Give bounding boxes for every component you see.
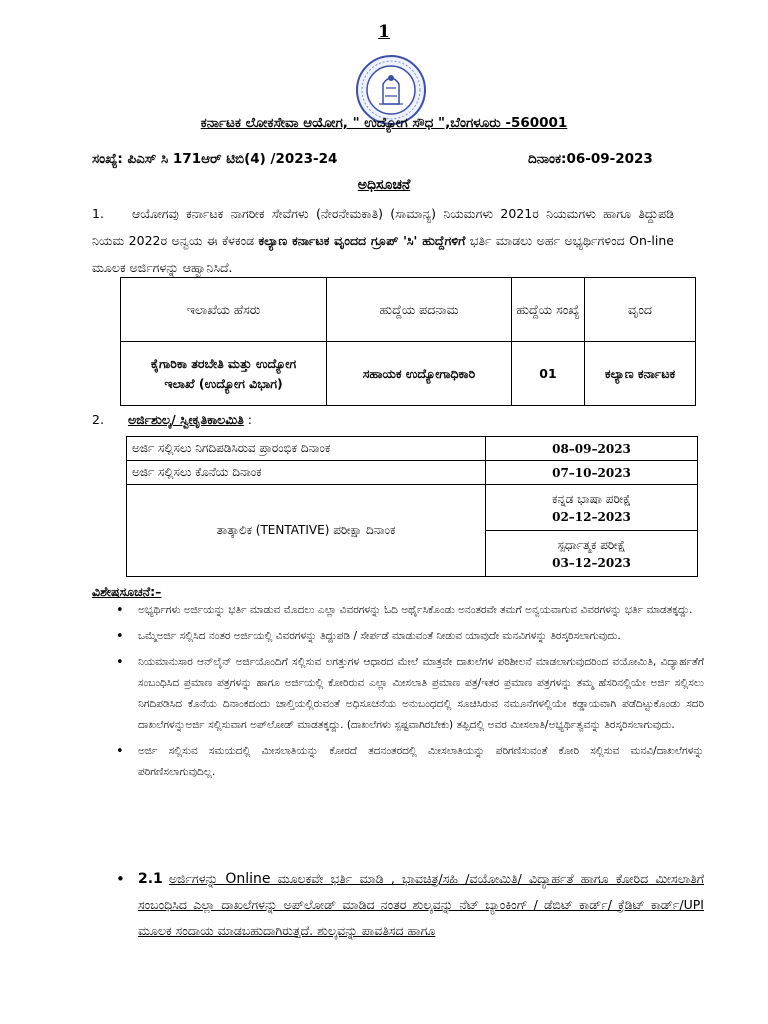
note-item-1: • ಅಭ್ಯರ್ಥಿಗಳು ಅರ್ಜಿಯನ್ನು ಭರ್ತಿ ಮಾಡುವ ಮೊದಲು ಎಲ್ಲಾ ವಿವರಗಳನ್ನು ಓದಿ ಅರ್ಥೈಸಿಕೊಂಡು ಅನಂತರವೇ ತಮಗೆ ಅನ್ವಯವಾಗುವ ವಿವರಗಳನ್ನು ಭರ್ತಿ ಮಾಡತಕ್ಕದ್ದು. <box>108 600 704 621</box>
section-2-heading <box>92 412 252 428</box>
start-date-value: 08–09–2023 <box>486 437 698 461</box>
posts-cell-count: 01 <box>512 342 585 406</box>
special-notes-list <box>108 600 704 788</box>
posts-cell-cadre: ಕಲ್ಯಾಣ ಕರ್ನಾಟಕ <box>585 342 696 406</box>
page-number: 1 <box>378 22 390 42</box>
section-2-number: 2. <box>92 412 104 427</box>
posts-cell-department: ಕೈಗಾರಿಕಾ ತರಬೇತಿ ಮತ್ತು ಉದ್ಯೋಗ ಇಲಾಖೆ (ಉದ್ಯೋಗ ವಿಭಾಗ) <box>121 342 327 406</box>
paragraph-2-1-text-1: ಅರ್ಜಿಗಳನ್ನು <box>168 871 226 886</box>
notification-date: ದಿನಾಂಕ:06-09-2023 <box>528 151 653 167</box>
notification-title: ಅಧಿಸೂಚನೆ <box>357 177 411 193</box>
intro-number: 1. <box>92 206 104 221</box>
competitive-exam-cell <box>486 531 698 577</box>
dates-table <box>126 436 698 577</box>
paragraph-2-1 <box>108 866 704 944</box>
exam-date-label: ತಾತ್ಕಾಲಿಕ (TENTATIVE) ಪರೀಕ್ಷಾ ದಿನಾಂಕ <box>127 485 486 577</box>
paragraph-2-1-number: 2.1 <box>138 871 163 887</box>
kannada-exam-cell <box>486 485 698 531</box>
intro-paragraph <box>92 200 674 281</box>
competitive-exam-date: 03–12–2023 <box>552 555 631 570</box>
competitive-exam-label: ಸ್ಪರ್ಧಾತ್ಮಕ ಪರೀಕ್ಷೆ <box>557 537 626 552</box>
paragraph-2-1-online: Online <box>225 871 271 887</box>
section-2-colon: : <box>243 412 252 427</box>
start-date-label: ಅರ್ಜಿ ಸಲ್ಲಿಸಲು ನಿಗದಿಪಡಿಸಿರುವ ಪ್ರಾರಂಭಿಕ ದಿನಾಂಕ <box>127 437 486 461</box>
posts-header-post: ಹುದ್ದೆಯ ಪದನಾಮ <box>327 278 512 342</box>
note-item-4: • ಅರ್ಜಿ ಸಲ್ಲಿಸುವ ಸಮಯದಲ್ಲಿ ಮೀಸಲಾತಿಯನ್ನು ಕೋರದೆ ತದನಂತರದಲ್ಲಿ ಮೀಸಲಾತಿಯನ್ನು ಪರಿಗಣಿಸುವಂತೆ ಕೋರಿ ಸಲ್ಲಿಸುವ ಮನವಿ/ದಾಖಲೆಗಳನ್ನು ಪರಿಗಣಿಸಲಾಗುವುದಿಲ್ಲ. <box>108 741 704 783</box>
special-notes-title: ವಿಶೇಷಸೂಚನೆ:– <box>92 584 162 599</box>
reference-number: ಸಂಖ್ಯೆ: ಪಿಎಸ್ ಸಿ 171ಆರ್ ಟಿಬಿ(4) /2023-24 <box>92 151 338 167</box>
end-date-label: ಅರ್ಜಿ ಸಲ್ಲಿಸಲು ಕೊನೆಯ ದಿನಾಂಕ <box>127 461 486 485</box>
posts-table <box>120 277 696 406</box>
kannada-exam-label: ಕನ್ನಡ ಭಾಷಾ ಪರೀಕ್ಷೆ <box>551 491 632 506</box>
posts-cell-post: ಸಹಾಯಕ ಉದ್ಯೋಗಾಧಿಕಾರಿ <box>327 342 512 406</box>
intro-text-1: ಆಯೋಗವು ಕರ್ನಾಟಕ ನಾಗರೀಕ ಸೇವೆಗಳು (ನೇರನೇಮಕಾತಿ) (ಸಾಮಾನ್ಯ) ನಿಯಮಗಳು 2021ರ ನಿಯಮಗಳು ಹಾಗೂ ತಿದ್ದುಪಡಿ ನಿಯಮ 2022ರ ಅನ್ವಯ ಈ ಕೆಳಕಂಡ <box>92 206 674 248</box>
end-date-value: 07–10–2023 <box>486 461 698 485</box>
note-item-3: • ನಿಯಮಾನುಸಾರ ಆನ್‌ಲೈನ್ ಅರ್ಜಿಯೊಂದಿಗೆ ಸಲ್ಲಿಸುವ ಲಗತ್ತುಗಳ ಆಧಾರದ ಮೇಲೆ ಮಾತ್ರವೇ ದಾಖಲೆಗಳ ಪರಿಶೀಲನೆ ಮಾಡಲಾಗುವುದರಿಂದ ವಯೋಮಿತಿ, ವಿದ್ಯಾರ್ಹತೆಗೆ ಸಂಬಂಧಿಸಿದ ಪ್ರಮಾಣ ಪತ್ರಗಳನ್ನು ಹಾಗೂ ಅರ್ಜಿಯಲ್ಲಿ ಕೋರಿರುವ ಎಲ್ಲಾ ಮೀಸಲಾತಿ ಪ್ರಮಾಣ ಪತ್ರ/ಇತರ ಪ್ರಮಾಣ ಪತ್ರಗಳನ್ನು ತಮ್ಮ ಹೆಸರಿನಲ್ಲಿಯೇ ಅರ್ಜಿ ಸಲ್ಲಿಸಲು ನಿಗದಿಪಡಿಸಿದ ಕೊನೆಯ ದಿನಾಂಕದಂದು ಚಾಲ್ತಿಯಲ್ಲಿರುವಂತೆ ಅಧಿಸೂಚನೆಯ ಅನುಬಂಧದಲ್ಲಿ ಸೂಚಿಸಿರುವ ನಮೂನೆಗಳಲ್ಲಿಯೇ ಕಡ್ಡಾಯವಾಗಿ ಪಡೆದಿಟ್ಟುಕೊಂಡು ಸದರಿ ದಾಖಲೆಗಳನ್ನುಅರ್ಜಿ ಸಲ್ಲಿಸುವಾಗ ಅಪ್‌ಲೋಡ್ ಮಾಡತಕ್ಕದ್ದು. (ದಾಖಲೆಗಳು ಸ್ಪಷ್ಟವಾಗಿರಬೇಕು) ತಪ್ಪಿದಲ್ಲಿ ಅವರ ಮೀಸಲಾತಿ/ಅಭ್ಯರ್ಥಿತ್ವವನ್ನು ತಿರಸ್ಕರಿಸಲಾಗುವುದು. <box>108 652 704 736</box>
posts-header-count: ಹುದ್ದೆಯ ಸಂಖ್ಯೆ <box>512 278 585 342</box>
intro-text-2: ಭರ್ತಿ ಮಾಡಲು ಅರ್ಹ ಅಭ್ಯರ್ಥಿಗಳಿಂದ On-line ಮೂಲಕ ಅರ್ಜಿಗಳನ್ನು ಆಹ್ವಾನಿಸಿದೆ. <box>92 233 674 275</box>
posts-header-department: ಇಲಾಖೆಯ ಹೆಸರು <box>121 278 327 342</box>
organization-header: ಕರ್ನಾಟಕ ಲೋಕಸೇವಾ ಆಯೋಗ, " ಉದ್ಯೋಗ ಸೌಧ ",ಬೆಂಗಳೂರು -560001 <box>200 115 568 131</box>
posts-header-cadre: ವೃಂದ <box>585 278 696 342</box>
paragraph-2-1-text-2: ಮೂಲಕವೇ ಭರ್ತಿ ಮಾಡಿ , ಭಾವಚಿತ್ರ/ಸಹಿ /ವಯೋಮಿತಿ/ ವಿದ್ಯಾರ್ಹತೆ ಹಾಗೂ ಕೋರಿದ ಮೀಸಲಾತಿಗೆ ಸಂಬಂಧಿಸಿದ ಎಲ್ಲಾ ದಾಖಲೆಗಳನ್ನು ಅಪ್‌ಲೋಡ್ ಮಾಡಿದ ನಂತರ ಶುಲ್ಕವನ್ನು ನೆಟ್ ಬ್ಯಾಂಕಿಂಗ್ / ಡೆಬಿಟ್ ಕಾರ್ಡ್/ ಕ್ರೆಡಿಟ್ ಕಾರ್ಡ್/UPI ಮೂಲಕ ಸಂದಾಯ ಮಾಡಬಹುದಾಗಿರುತ್ತದೆ. ಶುಲ್ಕವನ್ನು ಪಾವತಿಸದ ಹಾಗೂ <box>138 871 704 938</box>
section-2-title: ಅರ್ಜಿಶುಲ್ಕ/ ಸ್ವೀಕೃತಿಕಾಲಮಿತಿ <box>127 412 244 427</box>
note-item-2: • ಒಮ್ಮೆಅರ್ಜಿ ಸಲ್ಲಿಸಿದ ನಂತರ ಅರ್ಜಿಯಲ್ಲಿ ವಿವರಗಳನ್ನು ತಿದ್ದುಪಡಿ / ಸೇರ್ಪಡೆ ಮಾಡುವಂತೆ ನೀಡುವ ಯಾವುದೇ ಮನವಿಗಳನ್ನು ತಿರಸ್ಕರಿಸಲಾಗುವುದು. <box>108 626 704 647</box>
kannada-exam-date: 02–12–2023 <box>552 509 631 524</box>
intro-text-bold: ಕಲ್ಯಾಣ ಕರ್ನಾಟಕ ವೃಂದದ ಗ್ರೂಪ್ 'ಸಿ' ಹುದ್ದೆಗಳಿಗೆ <box>258 233 466 248</box>
